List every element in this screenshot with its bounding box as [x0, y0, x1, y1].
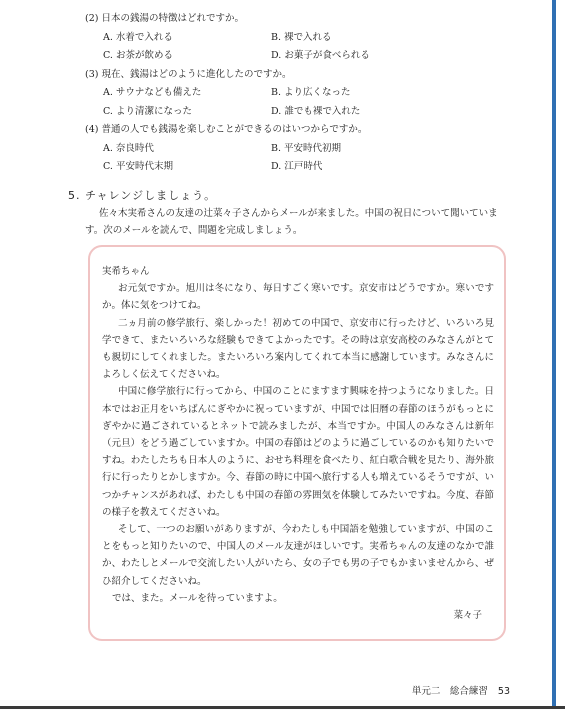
option: C. お茶が飲める — [103, 50, 173, 61]
question-2 — [85, 10, 525, 66]
option: D. お菓子が食べられる — [271, 50, 370, 61]
option: D. 江戸時代 — [271, 161, 323, 172]
option: A. 奈良時代 — [103, 142, 154, 154]
question-text: (3) 現在、銭湯はどのように進化したのですか。 — [85, 68, 292, 80]
option: A. 水着で入れる — [103, 31, 173, 43]
email-signature: 菜々子 — [453, 610, 482, 622]
email-closing: では、また。メールを待っていますよ。 — [112, 592, 283, 604]
option: D. 誰でも裸で入れた — [271, 105, 361, 117]
option-list — [85, 84, 525, 121]
email-paragraph: そして、一つのお願いがありますが、今わたしも中国語を勉強していますが、中国のことをもっと知りたいので、中国人のメール友達がほしいです。実希ちゃんの友達のなかで誰か、わたしとメールで交流したい人がいたら、女の子でも男の子でもかまいませんから、ぜひ紹介してくださいね。 — [102, 524, 494, 587]
question-3 — [85, 66, 525, 122]
option: A. サウナなども備えた — [103, 87, 202, 98]
section-instruction: 佐々木実希さんの友達の辻菜々子さんからメールが来ました。中国の祝日について聞いています。次のメールを読んで、問題を完成しましょう。 — [85, 208, 498, 236]
option: B. 平安時代初期 — [271, 142, 342, 154]
option: C. より清潔になった — [103, 105, 192, 117]
question-text: (2) 日本の銭湯の特徴はどれですか。 — [85, 13, 244, 24]
question-4 — [85, 121, 525, 177]
reading-questions — [85, 10, 525, 177]
email-greeting: 実希ちゃん — [102, 266, 150, 277]
option: C. 平安時代末期 — [103, 161, 173, 172]
page-edge-right — [552, 0, 556, 709]
question-text: (4) 普通の人でも銭湯を楽しむことができるのはいつからですか。 — [85, 124, 368, 135]
option-list — [85, 140, 525, 177]
option-list — [85, 29, 525, 66]
unit-label: 単元二 総合練習 — [411, 686, 488, 697]
page-number: 53 — [497, 686, 510, 697]
email-paragraph: お元気ですか。旭川は冬になり、毎日すごく寒いです。京安市はどうですか。寒いですか。体に気をつけてね。 — [102, 283, 494, 312]
option: B. 裸で入れる — [271, 31, 332, 43]
email-box — [88, 245, 506, 641]
email-paragraph: 二ヵ月前の修学旅行、楽しかった！初めての中国で、京安市に行ったけど、いろいろ見学できて、またいろいろな経験もできてよかったです。その時は京安高校のみなさんがとても親切にしてくれました。またいろいろ案内してくれて本当に感謝しています。みなさんによろしく伝えてくださいね。 — [102, 317, 494, 381]
section-heading: 5. チャレンジしましょう。 — [68, 189, 217, 202]
option: B. より広くなった — [271, 87, 351, 98]
page-footer — [412, 683, 510, 697]
email-paragraph: 中国に修学旅行に行ってから、中国のことにますます興味を持つようになりました。日本ではお正月をいちばんにぎやかに祝っていますが、中国では旧暦の春節のほうがもっとにぎやかに過ごされているとネットで読みましたが、本当ですか。中国人のみなさんは新年（元旦）をどう過ごしていますか。中国の春節はどのように過ごしているのかも知りたいですね。わたしたちも日本人のように、おせち料理を食べたり、紅白歌合戦を見たり、海外旅行に行ったりとかしますか。今、春節の時に中国へ旅行する人も増えているそうですが、いつかチャンスがあれば、わたしも中国の春節の雰囲気を体験してみたいですね。今度、春節の様子を教えてくださいね。 — [102, 386, 494, 518]
